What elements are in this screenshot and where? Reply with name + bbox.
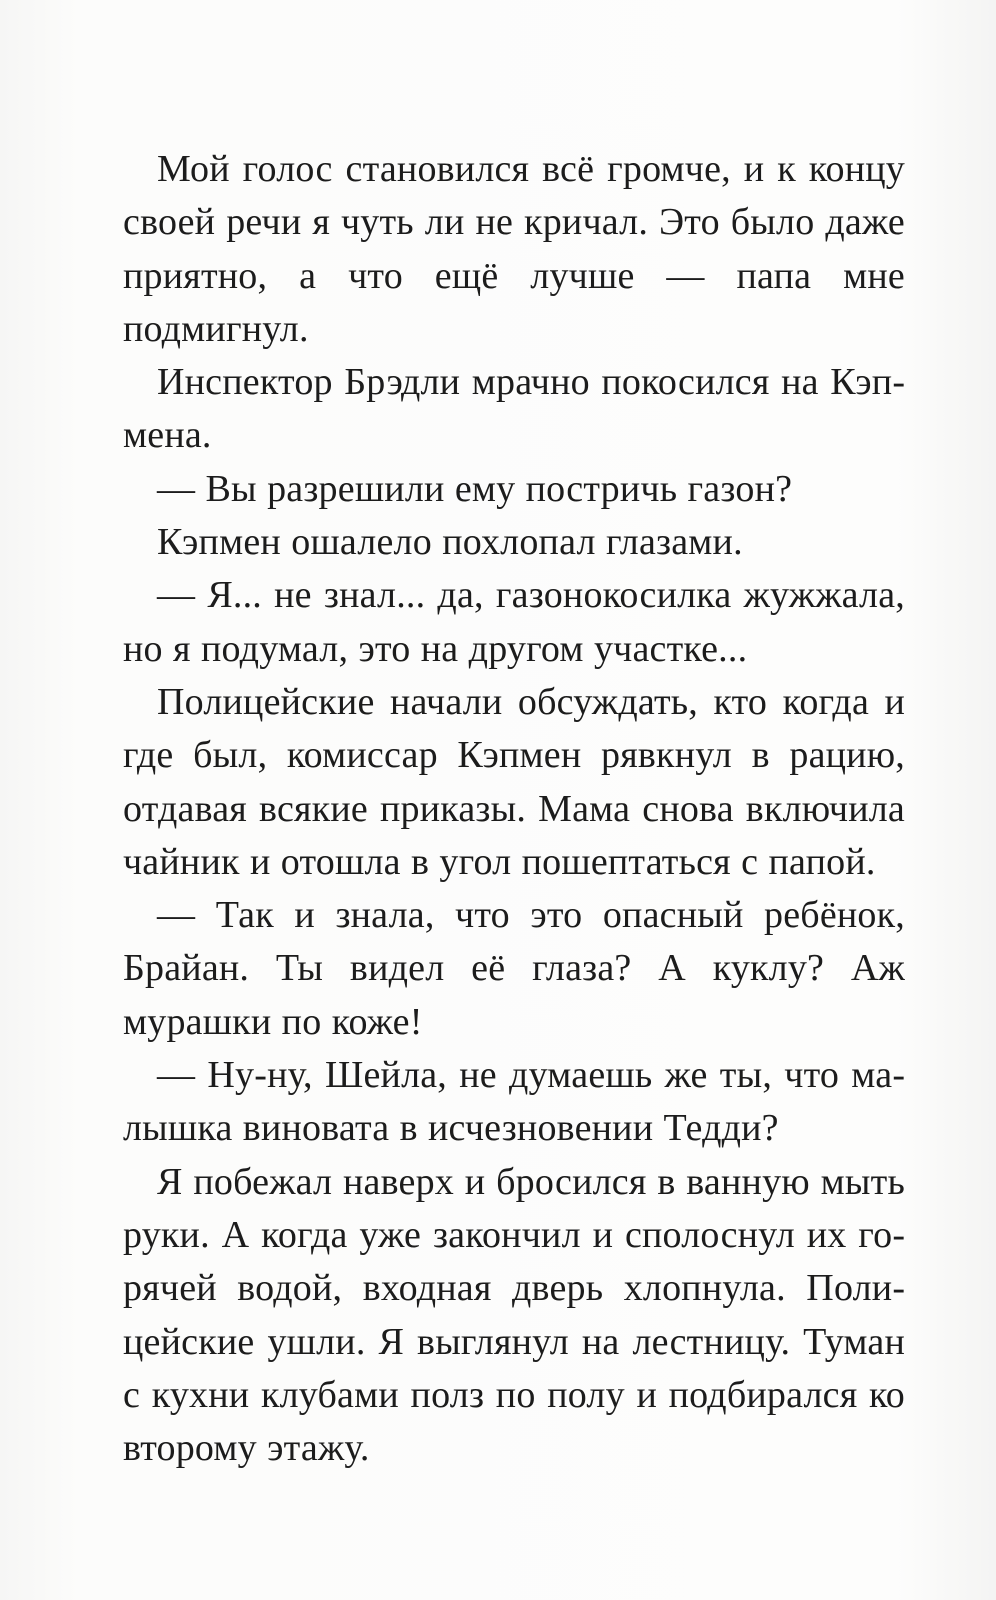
paragraph: — Я... не знал... да, газонокосилка жужжала, но я подумал, это на другом участке... [123,574,905,670]
paragraph: Мой голос становился всё громче, и к концу своей речи я чуть ли не кричал. Это было даже приятно, а что ещё лучше — папа мне подмигнул. [123,148,905,350]
paragraph: — Ну-ну, Шейла, не думаешь же ты, что малышка виновата в исчезновении Тедди? [123,1054,905,1150]
page-body-text [123,143,905,1475]
paragraph: Инспектор Брэдли мрачно покосился на Кэпмена. [123,361,905,457]
paragraph: — Вы разрешили ему постричь газон? [157,467,793,510]
paragraph: Полицейские начали обсуждать, кто когда и где был, комиссар Кэпмен рявкнул в рацию, отдавая всякие приказы. Мама снова включила чайник и отошла в угол пошептаться с папой. [123,680,905,883]
paragraph: Кэпмен ошалело похлопал глазами. [157,521,743,564]
paragraph: Я побежал наверх и бросился в ванную мыть руки. А когда уже закончил и сполоснул их горячей водой, входная дверь хлопнула. Полицейские ушли. Я выглянул на лестницу. Туман с кухни клубами полз по полу и подбирался ко второму этажу. [123,1160,905,1470]
paragraph: — Так и знала, что это опасный ребёнок, Брайан. Ты видел её глаза? А куклу? Аж мурашки по коже! [123,894,905,1043]
